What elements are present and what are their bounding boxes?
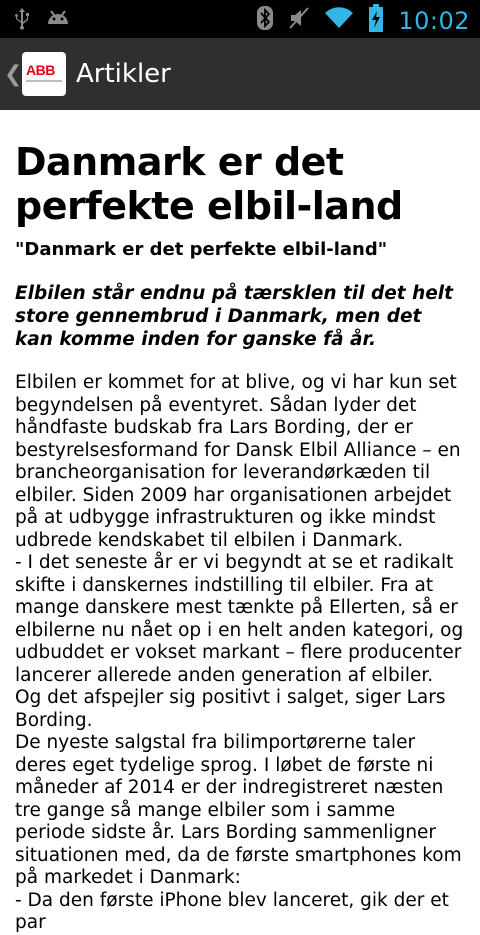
action-bar: [0, 38, 480, 110]
status-bar: [0, 0, 480, 38]
wifi-icon: [324, 6, 354, 35]
clock: 10:02: [398, 6, 470, 35]
android-debug-icon: [46, 8, 70, 35]
vibrate-mute-icon: [288, 6, 310, 35]
article-content[interactable]: [0, 110, 480, 933]
notification-icons: [14, 8, 70, 35]
action-bar-title: Artikler: [76, 59, 171, 89]
up-navigation-icon[interactable]: ❮: [4, 61, 23, 86]
system-icons: [256, 4, 470, 37]
usb-icon: [14, 8, 30, 35]
article-subtitle: "Danmark er det perfekte elbil-land": [15, 239, 388, 260]
article-body: Elbilen er kommet for at blive, og vi har kun set begyndelsen på eventyret. Sådan lyder det håndfaste budskab fra Lars Bording, der er bestyrelsesformand for Dansk Elbil Alliance – en brancheorganisation for leverandørkæden til elbiler. Siden 2009 har organisationen arbejdet på at udbygge infrastrukturen og ikke mindst udbrede kendskabet til elbilen i Danmark. - I det seneste år er vi begyndt at se et radikalt skifte i danskernes indstilling til elbiler. Fra at mange danskere mest tænkte på Ellerten, så er elbilerne nu nået op i en helt anden kategori, og udbuddet er vokset markant – flere producenter lancerer allerede anden generation af elbiler. Og det afspejler sig positivt i salget, siger Lars Bording. De nyeste salgstal fra bilimportørerne taler deres eget tydelige sprog. I løbet de første ni måneder af 2014 er der indregistreret næsten tre gange så mange elbiler som i samme periode sidste år. Lars Bording sammenligner situationen med, da de første smartphones kom på markedet i Danmark: - Da den første iPhone blev lanceret, gik der et par: [15, 372, 464, 933]
article-title: Danmark er det perfekte elbil-land: [15, 140, 403, 228]
article-lead: Elbilen står endnu på tærsklen til det helt store gennembrud i Danmark, men det kan komme inden for ganske få år.: [15, 283, 453, 350]
battery-charging-icon: [368, 4, 384, 37]
bluetooth-icon: [256, 5, 274, 36]
app-logo[interactable]: [22, 52, 66, 96]
app-logo-text: ABB: [26, 62, 55, 78]
